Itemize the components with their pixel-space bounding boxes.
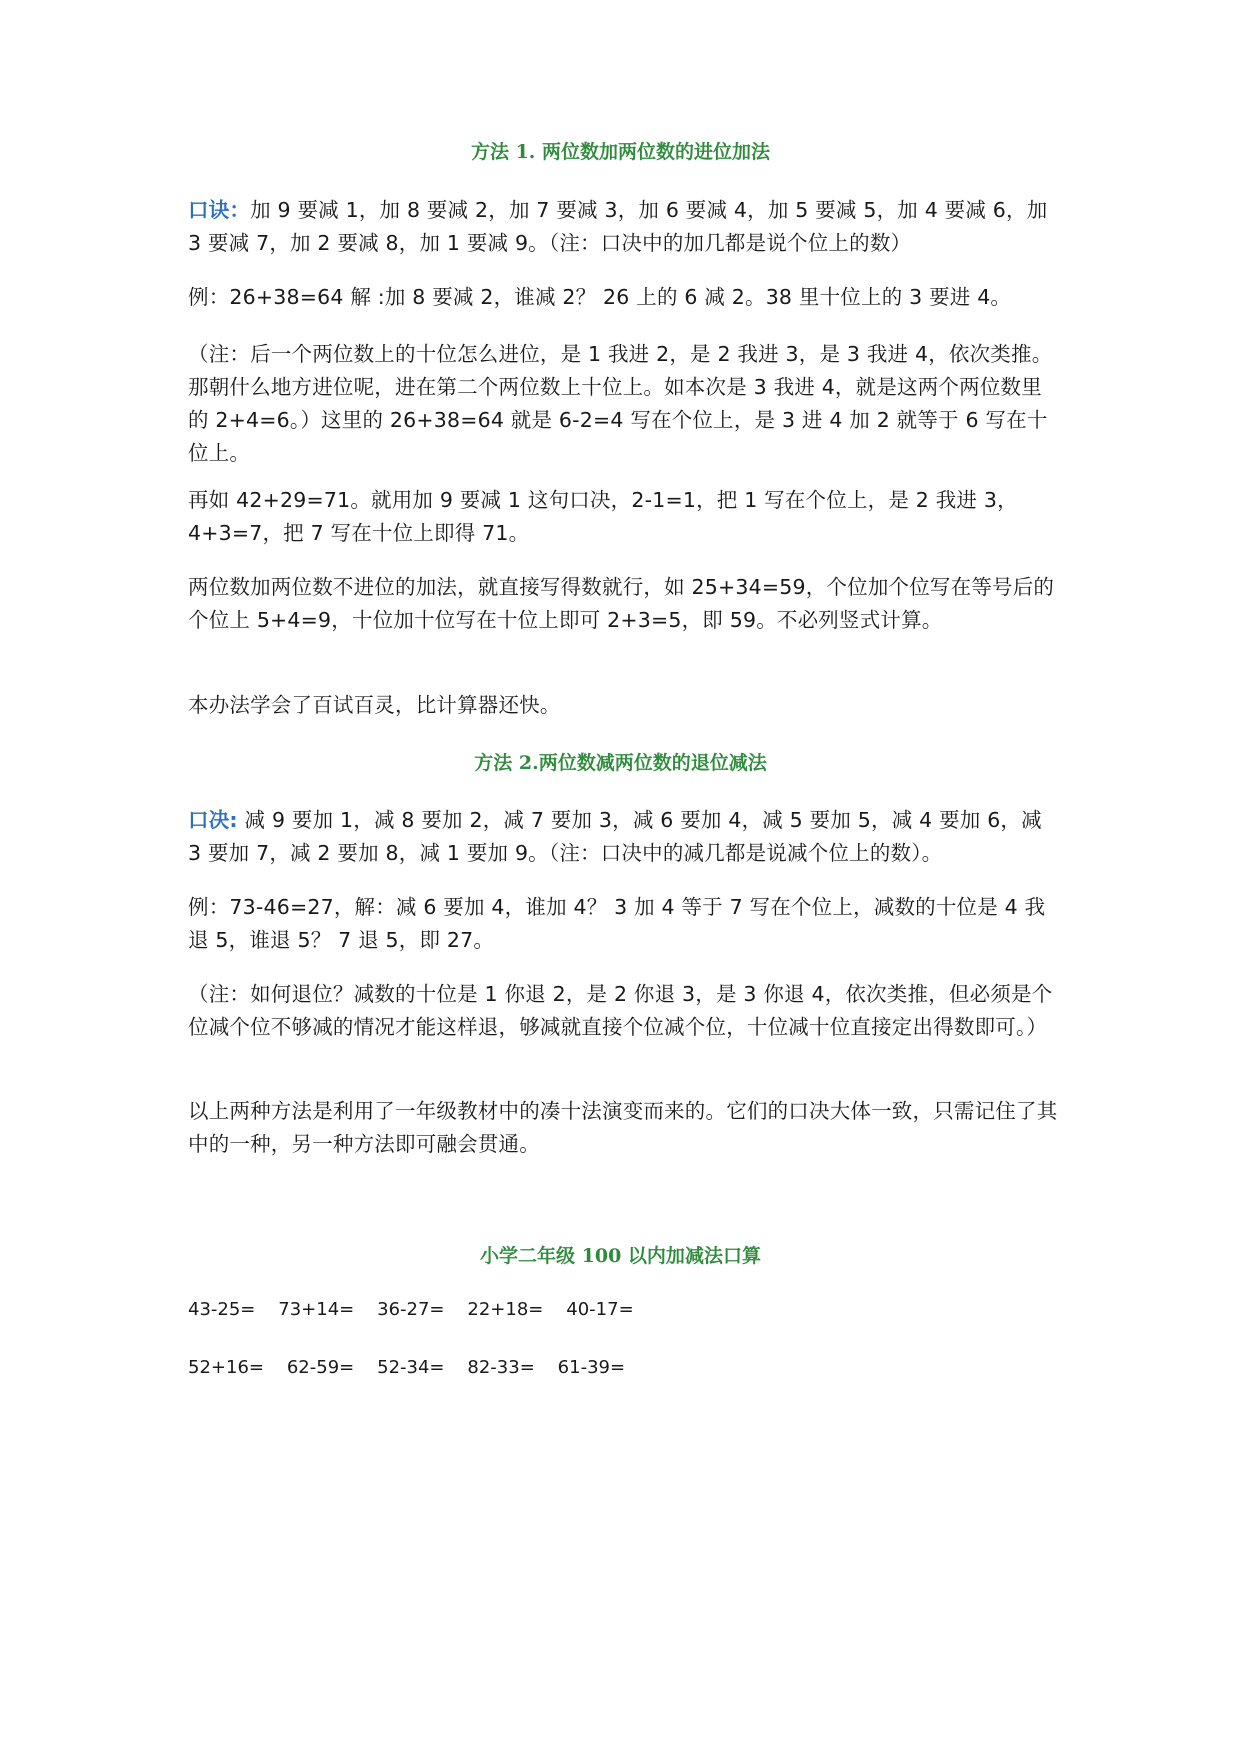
section3-title: 小学二年级 100 以内加减法口算 <box>480 1245 761 1267</box>
section1-no-carry: 两位数加两位数不进位的加法，就直接写得数就行，如 25+34=59，个位加个位写在等号后的个位上 5+4=9，十位加十位写在十位上即可 2+3=5，即 59。不必列竖式计算。 <box>188 575 1055 632</box>
section1-title: 方法 1. 两位数加两位数的进位加法 <box>470 141 771 163</box>
mnemonic-label: 口诀： <box>188 198 251 222</box>
section1-mnemonic <box>188 194 1058 260</box>
mnemonic-text: 加 9 要减 1，加 8 要减 2，加 7 要减 3，加 6 要减 4，加 5 要减 5，加 4 要减 6，加 3 要减 7，加 2 要减 8，加 1 要减 9。（注：口决中的加几都是说个位上的数） <box>188 198 1048 255</box>
section2-example: 例：73-46=27，解：减 6 要加 4，谁加 4？ 3 加 4 等于 7 写在个位上，减数的十位是 4 我退 5，谁退 5？ 7 退 5，即 27。 <box>188 895 1046 952</box>
section2-title: 方法 2.两位数减两位数的退位减法 <box>474 752 767 774</box>
section1-example2: 再如 42+29=71。就用加 9 要减 1 这句口决，2-1=1，把 1 写在个位上，是 2 我进 3，4+3=7，把 7 写在十位上即得 71。 <box>188 488 1018 545</box>
section1-note: （注：后一个两位数上的十位怎么进位，是 1 我进 2，是 2 我进 3，是 3 我进 4，依次类推。那朝什么地方进位呢，进在第二个两位数上十位上。如本次是 3 我进 4，就是这两个两位数里的 2+4=6。）这里的 26+38=64 就是 6-2=4 写在个位上，是 3 进 4 加 2 就等于 6 写在十位上。 <box>188 342 1053 465</box>
mnemonic-label: 口决: <box>188 808 238 832</box>
drill-row: 52+16= 62-59= 52-34= 82-33= 61-39= <box>188 1357 626 1378</box>
section1-closing: 本办法学会了百试百灵，比计算器还快。 <box>188 693 561 717</box>
section2-mnemonic <box>188 804 1058 870</box>
mnemonic-text: 减 9 要加 1，减 8 要加 2，减 7 要加 3，减 6 要加 4，减 5 要加 5，减 4 要加 6，减 3 要加 7，减 2 要加 8，减 1 要加 9。（注：口决中的减几都是说减个位上的数）。 <box>188 808 1042 865</box>
section2-summary: 以上两种方法是利用了一年级教材中的凑十法演变而来的。它们的口决大体一致，只需记住了其中的一种，另一种方法即可融会贯通。 <box>188 1099 1058 1156</box>
drill-row: 43-25= 73+14= 36-27= 22+18= 40-17= <box>188 1299 634 1320</box>
section2-note: （注：如何退位？减数的十位是 1 你退 2，是 2 你退 3，是 3 你退 4，依次类推，但必须是个位减个位不够减的情况才能这样退，够减就直接个位减个位，十位减十位直接定出得数即可。） <box>188 982 1053 1039</box>
section1-example: 例：26+38=64 解 :加 8 要减 2，谁减 2？ 26 上的 6 减 2。38 里十位上的 3 要进 4。 <box>188 285 1012 309</box>
